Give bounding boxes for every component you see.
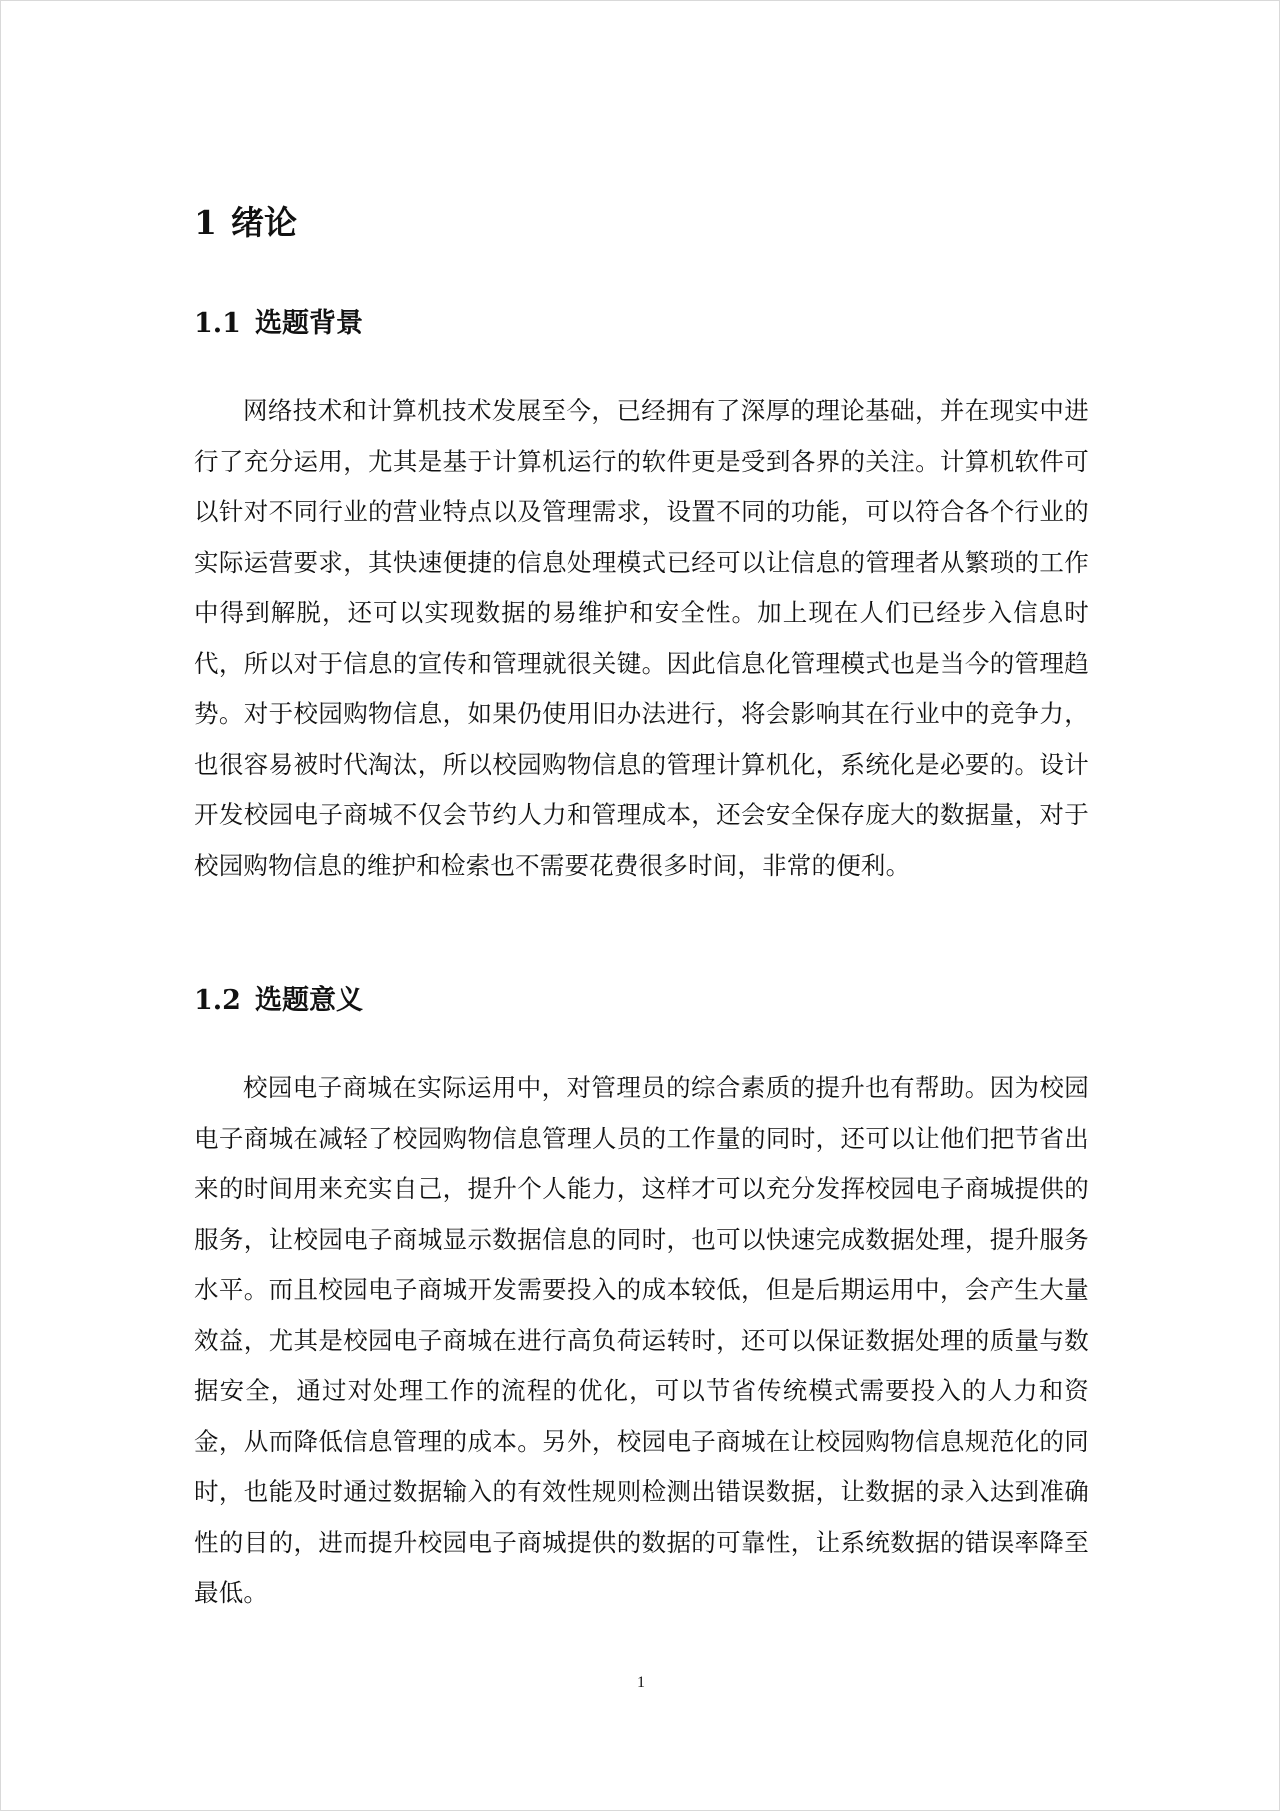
section-number: 1.1 xyxy=(194,308,241,339)
section-title-text: 选题意义 xyxy=(254,985,363,1016)
chapter-number: 1 xyxy=(194,203,217,242)
significance-paragraph: 校园电子商城在实际运用中，对管理员的综合素质的提升也有帮助。因为校园电子商城在减轻了校园购物信息管理人员的工作量的同时，还可以让他们把节省出来的时间用来充实自己，提升个人能力，这样才可以充分发挥校园电子商城提供的服务，让校园电子商城显示数据信息的同时，也可以快速完成数据处理，提升服务水平。而且校园电子商城开发需要投入的成本较低，但是后期运用中，会产生大量效益，尤其是校园电子商城在进行高负荷运转时，还可以保证数据处理的质量与数据安全，通过对处理工作的流程的优化，可以节省传统模式需要投入的人力和资金，从而降低信息管理的成本。另外，校园电子商城在让校园购物信息规范化的同时，也能及时通过数据输入的有效性规则检测出错误数据，让数据的录入达到准确性的目的，进而提升校园电子商城提供的数据的可靠性，让系统数据的错误率降至最低。 xyxy=(194,1073,1089,1607)
chapter-title xyxy=(194,199,297,247)
section-title-text: 选题背景 xyxy=(254,308,363,339)
page-number: 1 xyxy=(637,1674,645,1691)
section-title-significance xyxy=(194,981,363,1021)
chapter-title-text: 绪论 xyxy=(230,203,297,242)
section-title-background xyxy=(194,304,363,344)
background-paragraph: 网络技术和计算机技术发展至今，已经拥有了深厚的理论基础，并在现实中进行了充分运用，尤其是基于计算机运行的软件更是受到各界的关注。计算机软件可以针对不同行业的营业特点以及管理需求，设置不同的功能，可以符合各个行业的实际运营要求，其快速便捷的信息处理模式已经可以让信息的管理者从繁琐的工作中得到解脱，还可以实现数据的易维护和安全性。加上现在人们已经步入信息时代，所以对于信息的宣传和管理就很关键。因此信息化管理模式也是当今的管理趋势。对于校园购物信息，如果仍使用旧办法进行，将会影响其在行业中的竞争力，也很容易被时代淘汰，所以校园购物信息的管理计算机化，系统化是必要的。设计开发校园电子商城不仅会节约人力和管理成本，还会安全保存庞大的数据量，对于校园购物信息的维护和检索也不需要花费很多时间，非常的便利。 xyxy=(194,396,1089,880)
section-number: 1.2 xyxy=(194,985,241,1016)
